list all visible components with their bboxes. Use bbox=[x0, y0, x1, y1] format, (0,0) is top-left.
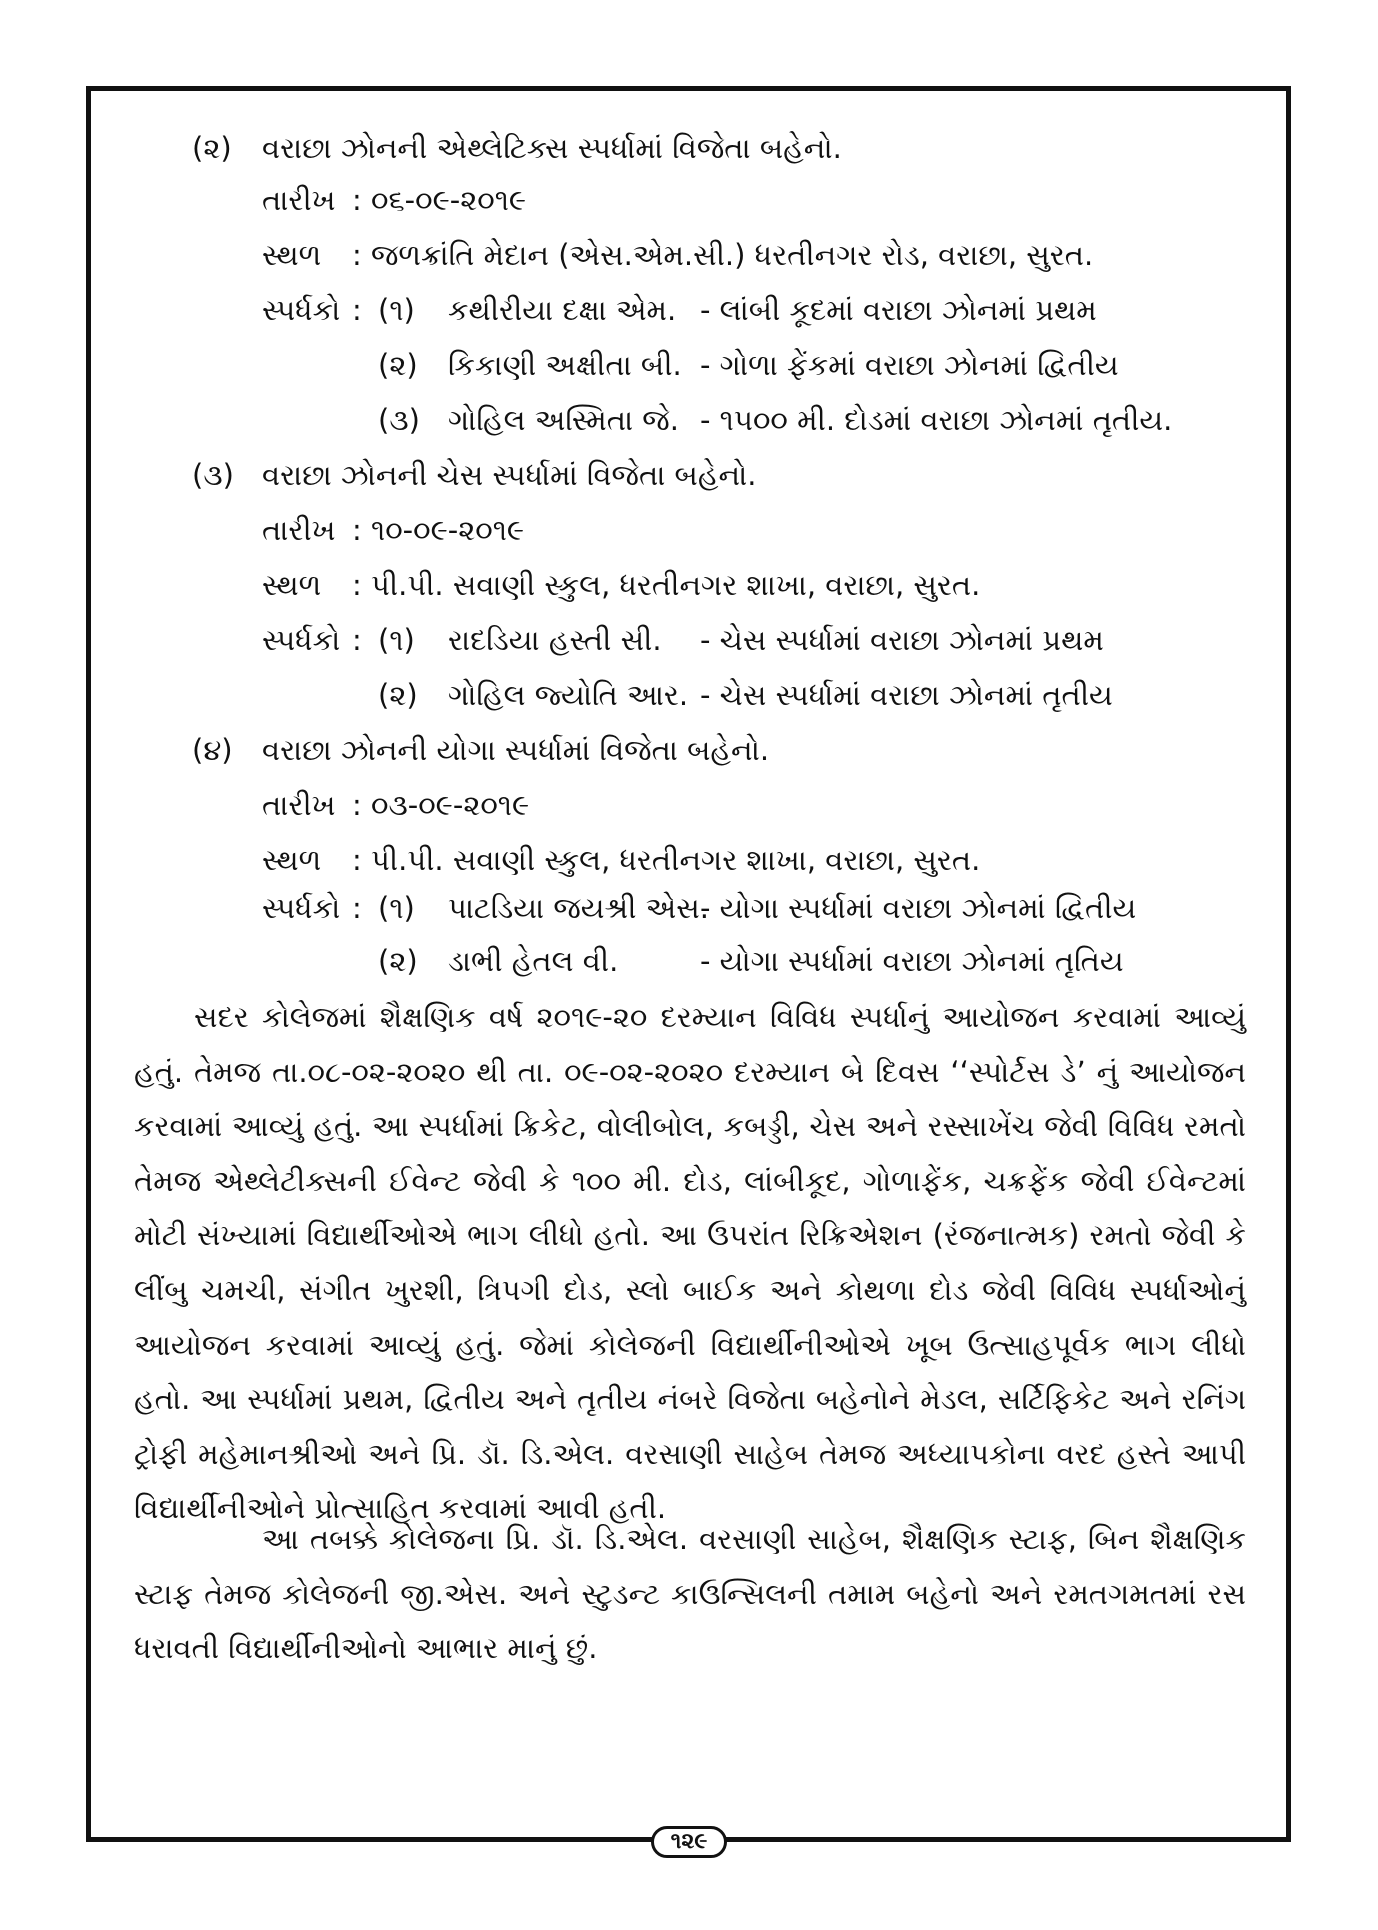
section-heading: વરાછા ઝોનની ચેસ સ્પર્ધામાં વિજેતા બહેનો. bbox=[262, 458, 757, 492]
participant-name: કથીરીયા દક્ષા એમ. bbox=[448, 293, 677, 327]
venue-label: સ્થળ bbox=[262, 238, 322, 272]
participant-result: - ૧૫૦૦ મી. દોડમાં વરાછા ઝોનમાં તૃતીય. bbox=[700, 403, 1173, 437]
participant-number: (૧) bbox=[378, 623, 415, 657]
date-value: : ૦૩-૦૯-૨૦૧૯ bbox=[352, 788, 530, 822]
venue-value: : પી.પી. સવાણી સ્કુલ, ધરતીનગર શાખા, વરાછા, સુરત. bbox=[352, 568, 981, 602]
colon: : bbox=[352, 891, 362, 925]
paragraph-text: સદર કોલેજમાં શૈક્ષણિક વર્ષ ૨૦૧૯-૨૦ દરમ્યાન વિવિધ સ્પર્ધાનું આયોજન કરવામાં આવ્યું હતું. તેમજ તા.૦૮-૦૨-૨૦૨૦ થી તા. ૦૯-૦૨-૨૦૨૦ દરમ્યાન બે દિવસ ‘‘સ્પોર્ટસ ડે’ નું આયોજન કરવામાં આવ્યું હતું. આ સ્પર્ધામાં ક્રિકેટ, વોલીબોલ, કબડ્ડી, ચેસ અને રસ્સાખેંચ જેવી વિવિધ રમતો તેમજ એથ્લેટીક્સની ઈવેન્ટ જેવી કે ૧૦૦ મી. દોડ, લાંબીકૂદ, ગોળાફેંક, ચક્રફેંક જેવી ઈવેન્ટમાં મોટી સંખ્યામાં વિદ્યાર્થીઓએ ભાગ લીધો હતો. આ ઉપરાંત રિક્રિએશન (રંજનાત્મક) રમતો જેવી કે લીંબુ ચમચી, સંગીત ખુરશી, ત્રિપગી દોડ, સ્લો બાઈક અને કોથળા દોડ જેવી વિવિધ સ્પર્ધાઓનું આયોજન કરવામાં આવ્યું હતું. જેમાં કોલેજની વિદ્યાર્થીનીઓએ ખૂબ ઉત્સાહપૂર્વક ભાગ લીધો હતો. આ સ્પર્ધામાં પ્રથમ, દ્વિતીય અને તૃતીય નંબરે વિજેતા બહેનોને મેડલ, સર્ટિફિકેટ અને રનિંગ ટ્રોફી મહેમાનશ્રીઓ અને પ્રિ. ડૉ. ડિ.એલ. વરસાણી સાહેબ તેમજ અધ્યાપકોના વરદ હસ્તે આપી વિદ્યાર્થીનીઓને પ્રોત્સાહિત કરવામાં આવી હતી. bbox=[134, 1000, 1246, 1526]
participant-number: (૩) bbox=[378, 403, 420, 437]
participant-number: (૧) bbox=[378, 293, 415, 327]
venue-value: : જળક્રાંતિ મેદાન (એસ.એમ.સી.) ધરતીનગર રોડ, વરાછા, સુરત. bbox=[352, 238, 1094, 272]
paragraph-text: આ તબક્કે કોલેજના પ્રિ. ડૉ. ડિ.એલ. વરસાણી સાહેબ, શૈક્ષણિક સ્ટાફ, બિન શૈક્ષણિક સ્ટાફ તેમજ કોલેજની જી.એસ. અને સ્ટુડન્ટ કાઉન્સિલની તમામ બહેનો અને રમતગમતમાં રસ ધરાવતી વિદ્યાર્થીનીઓનો આભાર માનું છું. bbox=[134, 1522, 1246, 1666]
participant-name: કિકાણી અક્ષીતા બી. bbox=[448, 348, 682, 382]
participant-result: - ગોળા ફેંકમાં વરાછા ઝોનમાં દ્વિતીય bbox=[700, 348, 1119, 382]
participant-result: - ચેસ સ્પર્ધામાં વરાછા ઝોનમાં તૃતીય bbox=[700, 678, 1113, 712]
section-heading-number: (૨) bbox=[192, 131, 232, 165]
participant-name: રાદડિયા હસ્તી સી. bbox=[448, 623, 662, 657]
venue-label: સ્થળ bbox=[262, 843, 322, 877]
participant-number: (૧) bbox=[378, 891, 415, 925]
participant-result: - યોગા સ્પર્ધામાં વરાછા ઝોનમાં તૃતિય bbox=[700, 944, 1124, 978]
participant-name: ડાભી હેતલ વી. bbox=[448, 944, 619, 978]
venue-label: સ્થળ bbox=[262, 568, 322, 602]
date-label: તારીખ bbox=[262, 513, 336, 547]
section-heading-number: (૪) bbox=[192, 733, 233, 767]
page-number: ૧૨૯ bbox=[651, 1826, 727, 1858]
participant-result: - લાંબી કૂદમાં વરાછા ઝોનમાં પ્રથમ bbox=[700, 293, 1097, 327]
section-heading-number: (૩) bbox=[192, 458, 234, 492]
participants-label: સ્પર્ધકો bbox=[262, 891, 341, 925]
participant-name: પાટડિયા જયશ્રી એસ. bbox=[448, 891, 709, 925]
date-value: : ૦૬-૦૯-૨૦૧૯ bbox=[352, 183, 527, 217]
participants-label: સ્પર્ધકો bbox=[262, 623, 341, 657]
date-label: તારીખ bbox=[262, 183, 336, 217]
participant-number: (૨) bbox=[378, 944, 418, 978]
colon: : bbox=[352, 623, 362, 657]
date-label: તારીખ bbox=[262, 788, 336, 822]
participant-number: (૨) bbox=[378, 348, 418, 382]
section-heading: વરાછા ઝોનની યોગા સ્પર્ધામાં વિજેતા બહેનો. bbox=[262, 733, 770, 767]
participants-label: સ્પર્ધકો bbox=[262, 293, 341, 327]
participant-number: (૨) bbox=[378, 678, 418, 712]
colon: : bbox=[352, 293, 362, 327]
body-paragraph bbox=[134, 990, 1246, 1536]
date-value: : ૧૦-૦૯-૨૦૧૯ bbox=[352, 513, 525, 547]
participant-result: - યોગા સ્પર્ધામાં વરાછા ઝોનમાં દ્વિતીય bbox=[700, 891, 1137, 925]
body-paragraph bbox=[134, 1512, 1246, 1676]
participant-result: - ચેસ સ્પર્ધામાં વરાછા ઝોનમાં પ્રથમ bbox=[700, 623, 1104, 657]
participant-name: ગોહિલ અસ્મિતા જે. bbox=[448, 403, 679, 437]
participant-name: ગોહિલ જ્યોતિ આર. bbox=[448, 678, 689, 712]
venue-value: : પી.પી. સવાણી સ્કુલ, ધરતીનગર શાખા, વરાછા, સુરત. bbox=[352, 843, 981, 877]
section-heading: વરાછા ઝોનની એથ્લેટિક્સ સ્પર્ધામાં વિજેતા બહેનો. bbox=[262, 131, 842, 165]
